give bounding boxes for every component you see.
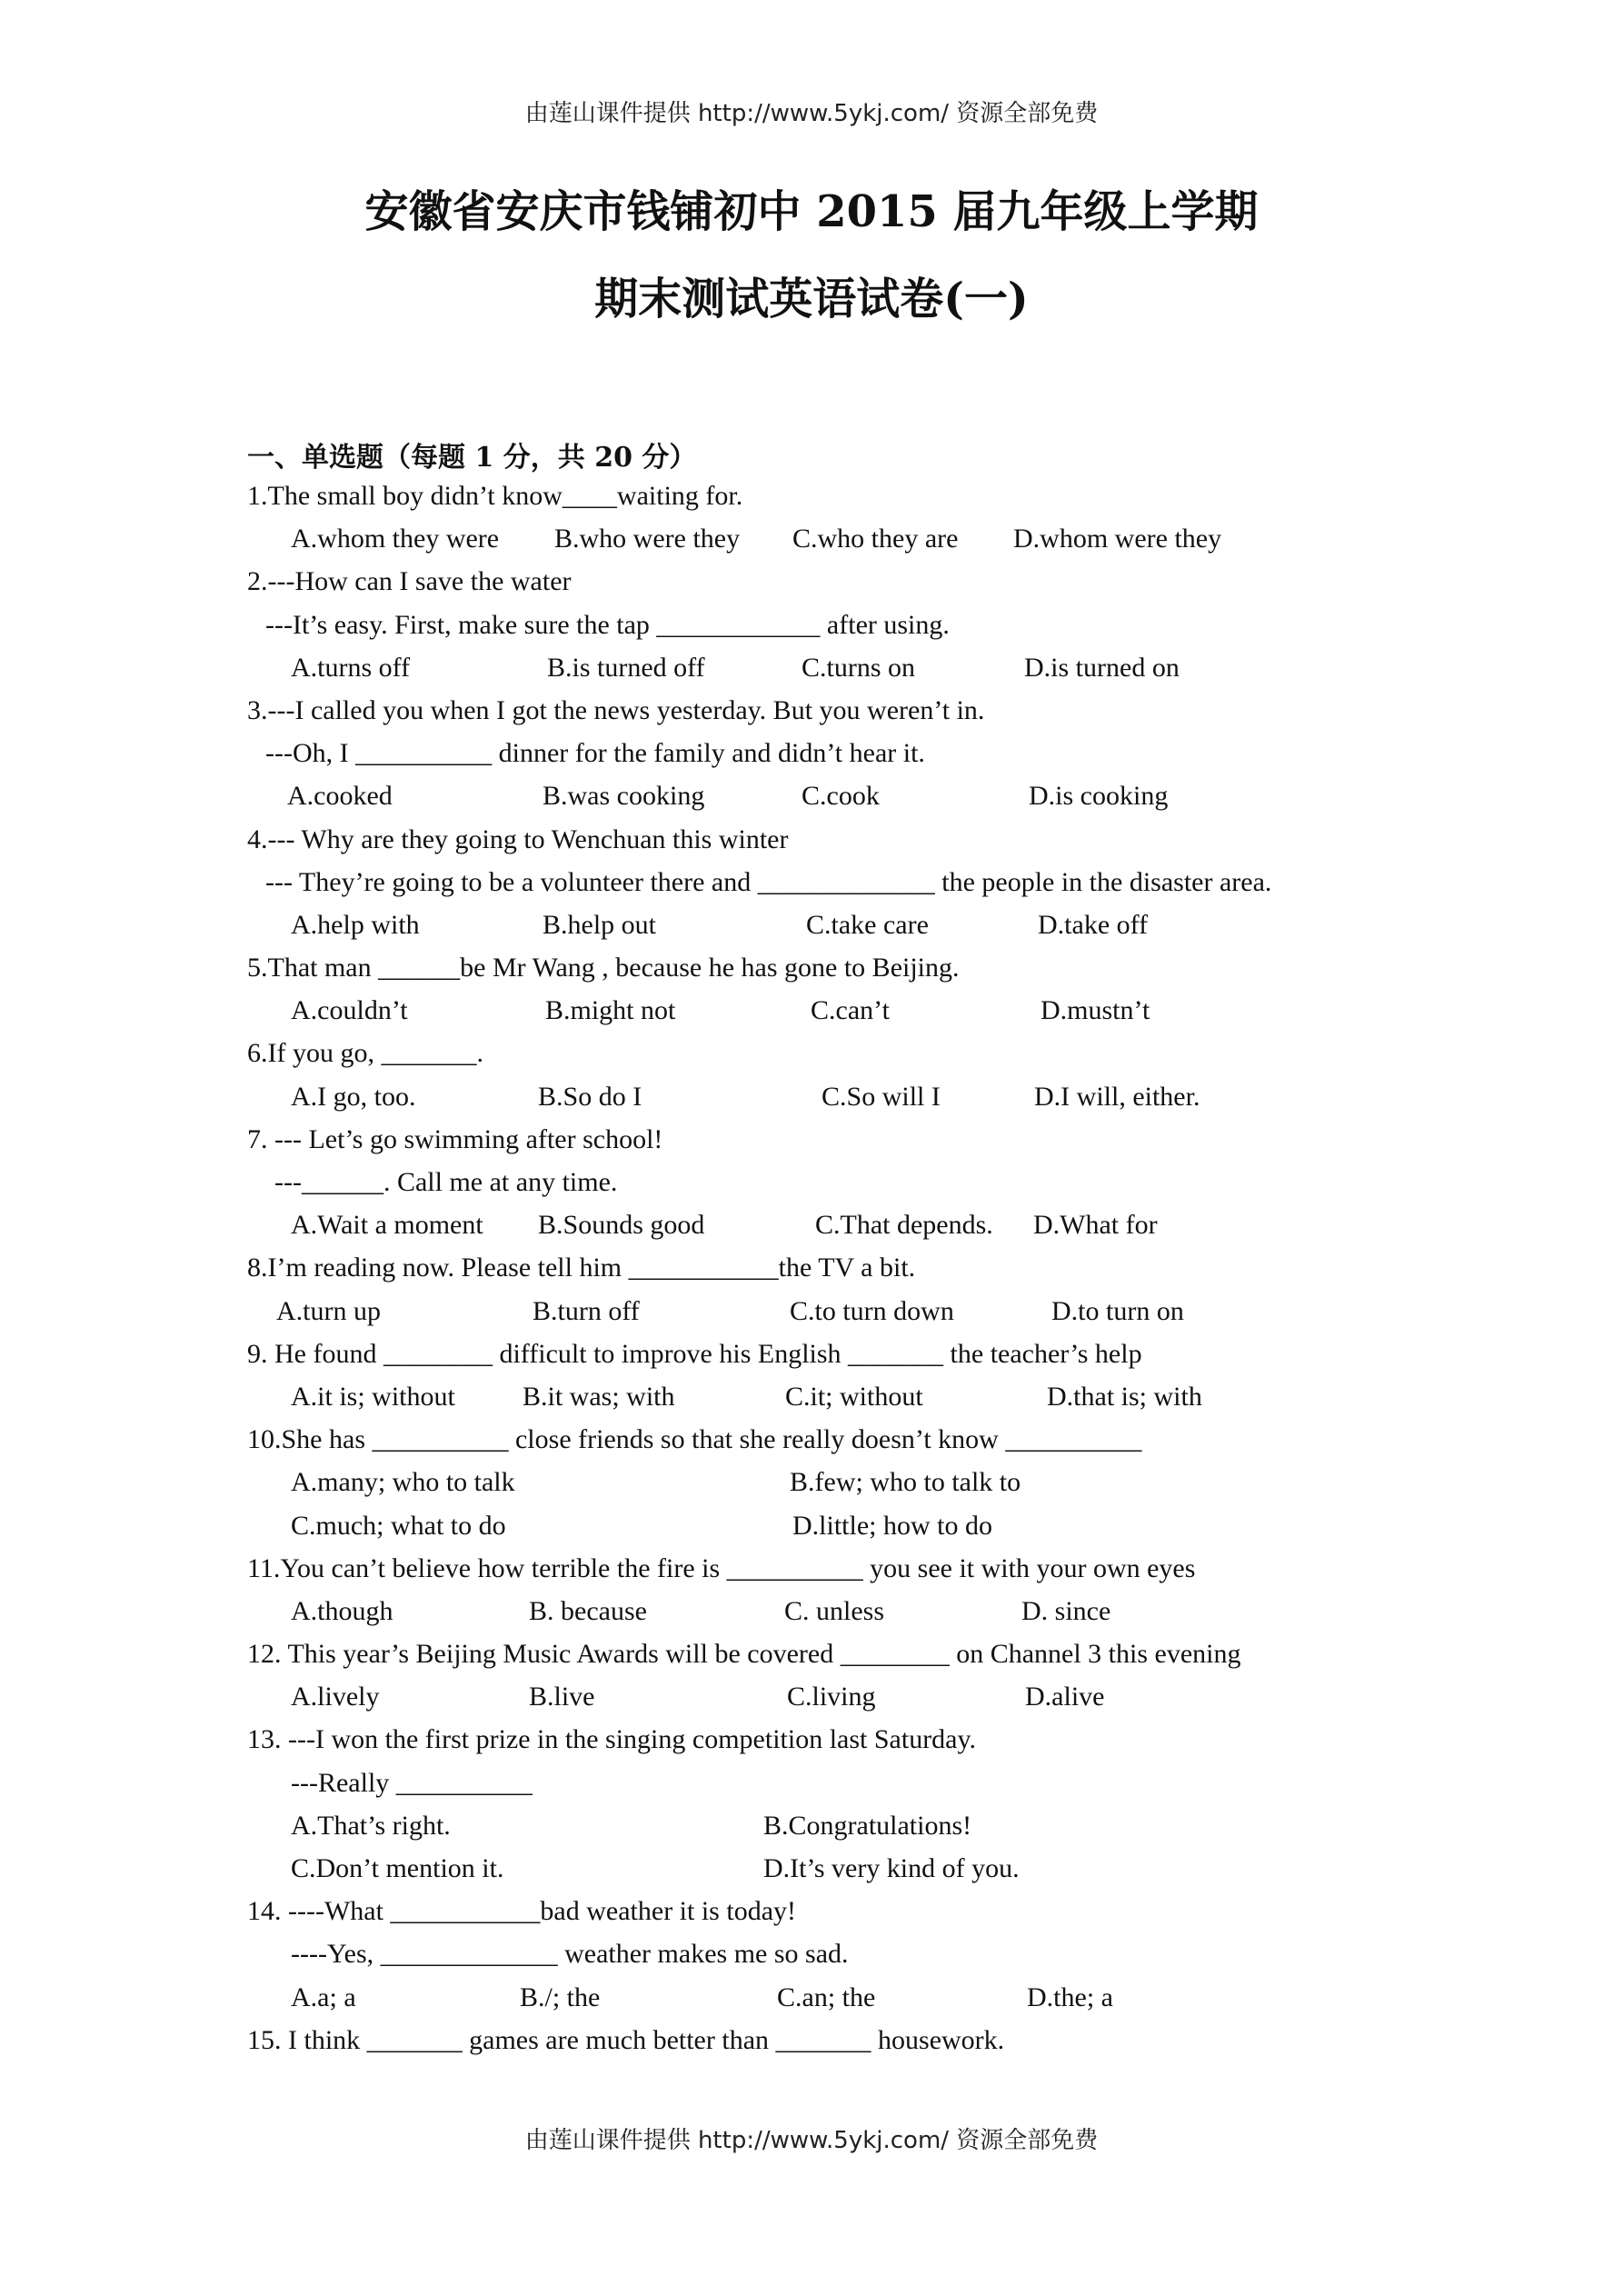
answer-option: C.So will I: [821, 1081, 941, 1112]
answer-options-row: [247, 646, 1429, 689]
answer-option: A.a; a: [291, 1982, 356, 2012]
question-line: [247, 604, 1429, 646]
answer-option: D.is turned on: [1024, 652, 1180, 683]
question-text: ---Oh, I __________ dinner for the family and didn’t hear it.: [265, 738, 925, 769]
answer-option: D.What for: [1033, 1210, 1158, 1241]
question-text: ---It’s easy. First, make sure the tap ____________ after using.: [265, 609, 950, 640]
question-text: 12. This year’s Beijing Music Awards will be covered ________ on Channel 3 this evening: [247, 1639, 1241, 1670]
answer-options-row: [247, 989, 1429, 1032]
question-line: [247, 818, 1429, 861]
question-line: [247, 1632, 1429, 1675]
answer-option: B.turn off: [533, 1295, 640, 1326]
question-line: [247, 1032, 1429, 1074]
question-line: [247, 560, 1429, 603]
answer-option: C.cook: [802, 781, 880, 812]
answer-options-row: [247, 517, 1429, 560]
answer-options-row: [247, 1075, 1429, 1118]
answer-option: A.though: [291, 1595, 393, 1626]
answer-option: C.living: [787, 1682, 876, 1712]
answer-option: C.can’t: [811, 995, 890, 1026]
answer-option: A.whom they were: [291, 524, 500, 554]
question-text: 8.I’m reading now. Please tell him ___________the TV a bit.: [247, 1253, 916, 1283]
answer-option: D.is cooking: [1029, 781, 1169, 812]
answer-option: D.I will, either.: [1034, 1081, 1200, 1112]
answer-option: C.to turn down: [790, 1295, 954, 1326]
answer-option: D.whom were they: [1013, 524, 1222, 554]
answer-option: D.It’s very kind of you.: [763, 1853, 1020, 1883]
answer-option: A.I go, too.: [291, 1081, 416, 1112]
answer-option: B.it was; with: [523, 1381, 675, 1412]
answer-option: A.lively: [291, 1682, 380, 1712]
answer-option: D.mustn’t: [1041, 995, 1150, 1026]
answer-option: B.help out: [543, 909, 656, 940]
question-text: 14. ----What ___________bad weather it is today!: [247, 1896, 796, 1927]
question-text: 2.---How can I save the water: [247, 566, 572, 597]
answer-options-row: [247, 1461, 1429, 1503]
answer-option: A.couldn’t: [291, 995, 408, 1026]
answer-option: C.it; without: [785, 1381, 923, 1412]
question-text: 5.That man ______be Mr Wang , because he has gone to Beijing.: [247, 953, 960, 983]
answer-option: B.who were they: [554, 524, 741, 554]
answer-option: D.take off: [1038, 909, 1149, 940]
answer-option: C.That depends.: [815, 1210, 993, 1241]
question-line: [247, 689, 1429, 732]
question-line: [247, 1246, 1429, 1289]
answer-option: D.that is; with: [1047, 1381, 1202, 1412]
answer-option: D.to turn on: [1051, 1295, 1184, 1326]
question-line: [247, 1118, 1429, 1161]
answer-option: A.turns off: [291, 652, 411, 683]
answer-options-row: [247, 1203, 1429, 1246]
question-text: 11.You can’t believe how terrible the fire is __________ you see it with your own eyes: [247, 1552, 1196, 1583]
answer-options-row: [247, 774, 1429, 817]
answer-options-row: [247, 1675, 1429, 1718]
answer-option: B.might not: [545, 995, 676, 1026]
answer-option: C.much; what to do: [291, 1510, 506, 1541]
answer-option: B.is turned off: [547, 652, 705, 683]
question-text: 3.---I called you when I got the news yesterday. But you weren’t in.: [247, 694, 985, 725]
question-line: [247, 861, 1429, 903]
page-footer: 由莲山课件提供 http://www.5ykj.com/ 资源全部免费: [524, 2127, 1099, 2154]
exam-title-line-2: 期末测试英语试卷(一): [594, 274, 1029, 324]
question-line: [247, 946, 1429, 989]
answer-options-row: [247, 1847, 1429, 1890]
question-text: ---Really __________: [291, 1767, 533, 1798]
answer-option: A.cooked: [287, 781, 393, 812]
question-text: 15. I think _______ games are much better than _______ housework.: [247, 2024, 1005, 2055]
answer-option: A.help with: [291, 909, 420, 940]
question-text: 13. ---I won the first prize in the singing competition last Saturday.: [247, 1724, 977, 1755]
answer-option: B.live: [529, 1682, 595, 1712]
answer-option: D.little; how to do: [792, 1510, 992, 1541]
answer-options-row: [247, 903, 1429, 946]
question-text: ----Yes, _____________ weather makes me so sad.: [291, 1939, 849, 1970]
question-line: [247, 2019, 1429, 2061]
answer-option: B.was cooking: [543, 781, 705, 812]
answer-option: B.Congratulations!: [763, 1810, 972, 1841]
question-text: 10.She has __________ close friends so that she really doesn’t know __________: [247, 1424, 1142, 1455]
question-line: [247, 1547, 1429, 1590]
answer-option: B.few; who to talk to: [790, 1467, 1021, 1498]
question-text: 9. He found ________ difficult to improve his English _______ the teacher’s help: [247, 1338, 1142, 1369]
question-line: [247, 732, 1429, 774]
answer-options-row: [247, 1375, 1429, 1418]
question-text: --- They’re going to be a volunteer there and _____________ the people in the disaster area.: [265, 866, 1272, 897]
answer-option: C.an; the: [777, 1982, 876, 2012]
answer-option: A.Wait a moment: [291, 1210, 483, 1241]
answer-options-row: [247, 1504, 1429, 1547]
question-line: [247, 1932, 1429, 1975]
question-text: ---______. Call me at any time.: [274, 1167, 618, 1197]
answer-option: A.That’s right.: [291, 1810, 451, 1841]
answer-option: D.the; a: [1027, 1982, 1113, 2012]
question-line: [247, 1333, 1429, 1375]
question-line: [247, 1718, 1429, 1761]
answer-option: A.turn up: [276, 1295, 381, 1326]
answer-option: B./; the: [520, 1982, 601, 2012]
answer-option: D.alive: [1025, 1682, 1105, 1712]
question-text: 7. --- Let’s go swimming after school!: [247, 1123, 663, 1154]
answer-options-row: [247, 1590, 1429, 1632]
question-text: 4.--- Why are they going to Wenchuan this winter: [247, 824, 789, 854]
exam-title-line-1: 安徽省安庆市钱铺初中 2015 届九年级上学期: [364, 186, 1259, 237]
answer-option: C.turns on: [802, 652, 916, 683]
answer-option: D. since: [1021, 1595, 1111, 1626]
page-header: 由莲山课件提供 http://www.5ykj.com/ 资源全部免费: [524, 100, 1099, 127]
question-line: [247, 1161, 1429, 1203]
answer-option: C.who they are: [792, 524, 959, 554]
answer-options-row: [247, 1290, 1429, 1333]
answer-option: A.many; who to talk: [291, 1467, 515, 1498]
answer-option: C. unless: [784, 1595, 885, 1626]
answer-option: B.So do I: [538, 1081, 642, 1112]
question-text: 6.If you go, _______.: [247, 1038, 483, 1069]
question-line: [247, 1418, 1429, 1461]
answer-options-row: [247, 1976, 1429, 2019]
answer-option: B.Sounds good: [538, 1210, 705, 1241]
answer-options-row: [247, 1804, 1429, 1847]
answer-option: A.it is; without: [291, 1381, 455, 1412]
question-line: [247, 1762, 1429, 1804]
answer-option: C.Don’t mention it.: [291, 1853, 504, 1883]
answer-option: C.take care: [806, 909, 929, 940]
question-text: 1.The small boy didn’t know____waiting for.: [247, 481, 743, 511]
section-heading: 一、单选题（每题 1 分，共 20 分）: [247, 442, 697, 474]
question-line: [247, 1890, 1429, 1932]
question-list: [247, 474, 1429, 2061]
answer-option: B. because: [529, 1595, 647, 1626]
question-line: [247, 474, 1429, 517]
